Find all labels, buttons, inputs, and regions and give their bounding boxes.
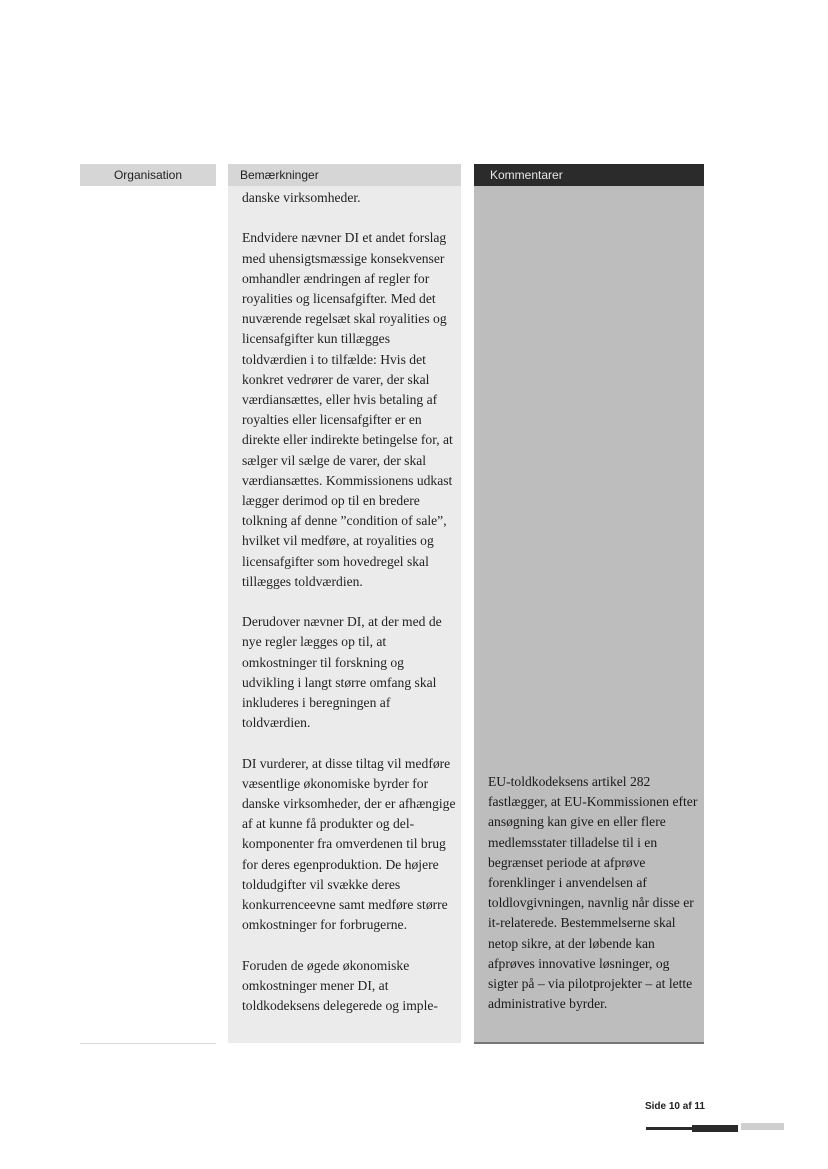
page-number: Side 10 af 11 [644,1101,705,1112]
bemaerkninger-paragraph: DI vurderer, at disse tiltag vil medføre væsentlige økonomiske byrder for danske virksomheder, der er afhængige af at kunne få produkter og del-komponenter fra omverdenen til brug for deres egenproduktion. De højere toldudgifter vil svække deres konkurrenceevne samt medføre større omkostninger for forbrugerne. [242,755,456,933]
bemaerkninger-text [242,188,456,1036]
kommentarer-column-rule [474,1042,704,1044]
header-kommentarer: Kommentarer [474,164,704,186]
footer-bar-accent [692,1125,738,1132]
bemaerkninger-paragraph: Endvidere nævner DI et andet forslag med uhensigtsmæssige konsekvenser omhandler ændringen af regler for royalities og licensafgifter. Med det nuværende regelsæt skal royalities og licensafgifter kun tillægges toldværdien i to tilfælde: Hvis det konkret vedrører de varer, der skal værdiansættes, eller hvis betaling af royalties eller licensafgifter er en direkte eller indirekte betingelse for, at sælger vil sælge de varer, der skal værdiansættes. Kommissionens udkast lægger derimod op til en bredere tolkning af denne ”condition of sale”, hvilket vil medføre, at royalities og licensafgifter som hovedregel skal tillægges toldværdien. [242,230,453,589]
footer-bar-light [741,1123,784,1130]
bemaerkninger-paragraph: Derudover nævner DI, at der med de nye regler lægges op til, at omkostninger til forskning og udvikling i langt større omfang skal inkluderes i beregningen af toldværdien. [242,614,442,731]
header-bemaerkninger: Bemærkninger [228,164,461,186]
header-organisation: Organisation [80,164,216,186]
bemaerkninger-paragraph: Foruden de øgede økonomiske omkostninger mener DI, at toldkodeksens delegerede og imple- [242,957,438,1014]
organisation-column-rule [80,1043,216,1044]
kommentar-paragraph: EU-toldkodeksens artikel 282 fastlægger, at EU-Kommissionen efter ansøgning kan give en eller flere medlemsstater tilladelse til i en begrænset periode at afprøve forenklinger i anvendelsen af toldlovgivningen, navnlig når disse er it-relaterede. Bestemmelserne skal netop sikre, at der løbende kan afprøves innovative løsninger, og sigter på – via pilotprojekter – at lette administrative byrder. [488,774,698,1012]
bemaerkninger-paragraph: danske virksomheder. [242,190,361,205]
